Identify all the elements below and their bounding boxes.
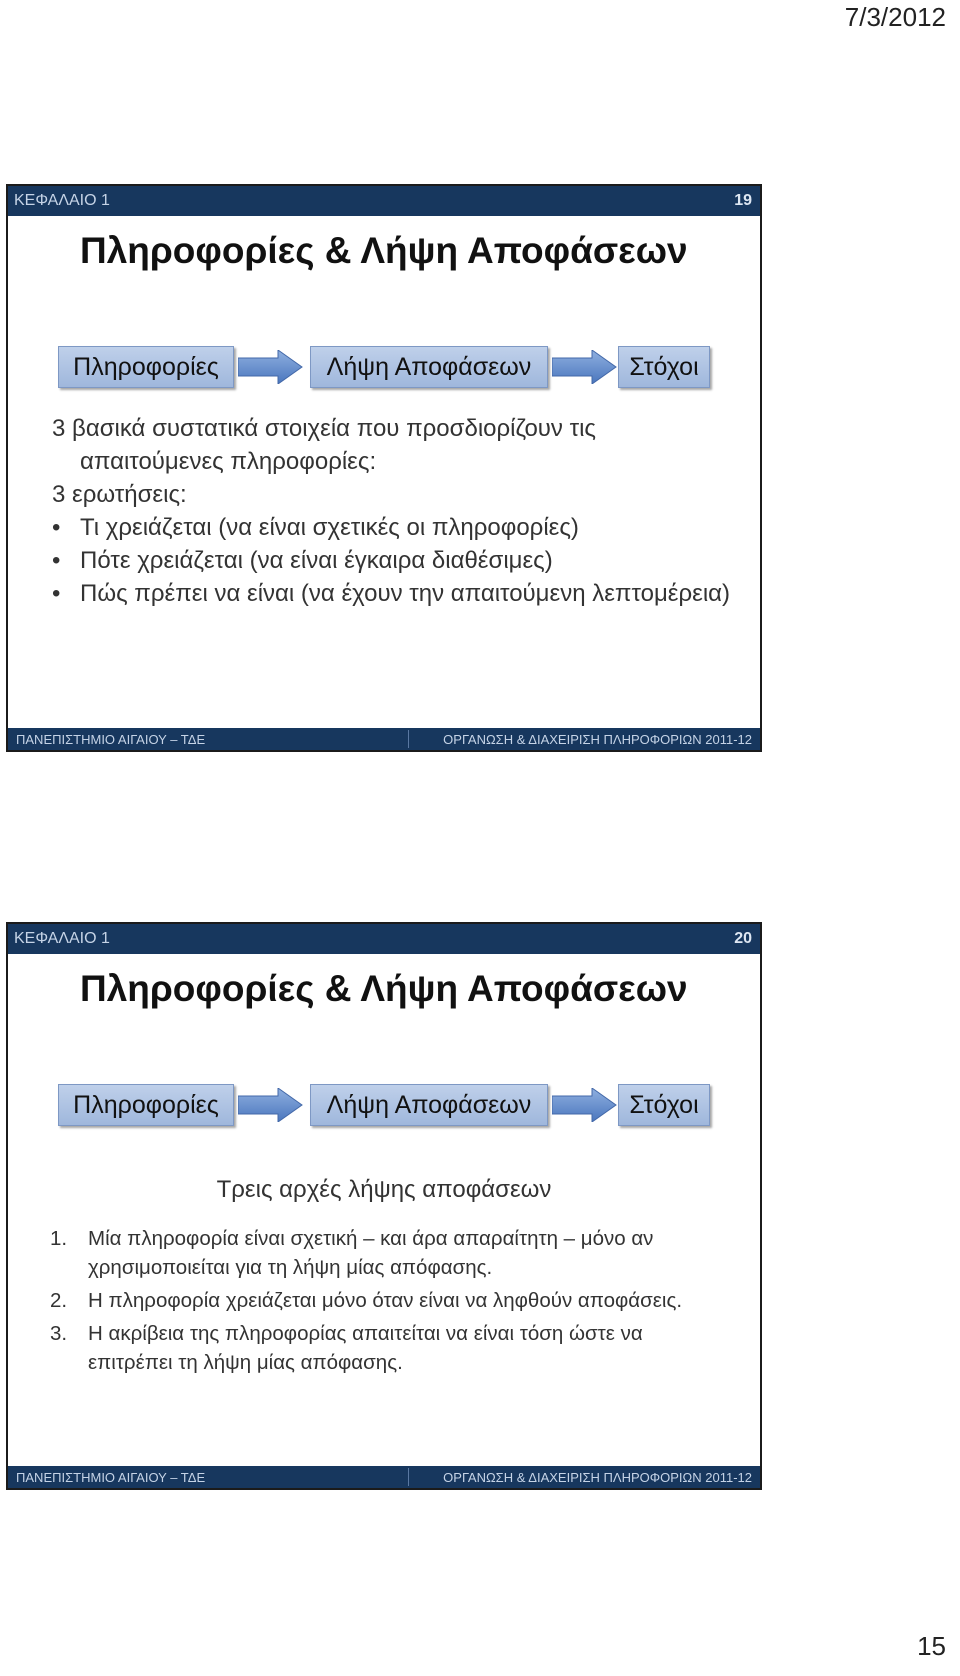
list-item: [50, 1286, 730, 1315]
footer-course: ΟΡΓΑΝΩΣΗ & ΔΙΑΧΕΙΡΙΣΗ ΠΛΗΡΟΦΟΡΙΩΝ 2011-12: [443, 732, 752, 747]
right-arrow-icon: [238, 350, 304, 384]
bullet-icon: •: [52, 580, 61, 607]
chapter-label: ΚΕΦΑΛΑΙΟ 1: [14, 192, 110, 209]
footer-course: ΟΡΓΑΝΩΣΗ & ΔΙΑΧΕΙΡΙΣΗ ΠΛΗΡΟΦΟΡΙΩΝ 2011-12: [443, 1470, 752, 1485]
list-item: • Πότε χρειάζεται (να είναι έγκαιρα διαθέσιμες): [52, 544, 732, 577]
slide-number: 19: [734, 192, 752, 209]
right-arrow-icon: [552, 350, 618, 384]
questions-label: 3 ερωτήσεις:: [52, 481, 187, 508]
slide-footer: [8, 1466, 760, 1488]
bullet-icon: •: [52, 514, 61, 541]
flow-box-goals: Στόχοι: [618, 346, 710, 388]
list-item: [50, 1319, 730, 1377]
numbered-list: [50, 1224, 730, 1381]
slide-subtitle: Τρεις αρχές λήψης αποφάσεων: [216, 1176, 552, 1203]
intro-text: 3 βασικά συστατικά στοιχεία που προσδιορίζουν τις απαιτούμενες πληροφορίες:: [52, 415, 596, 475]
slide-19: [6, 184, 762, 752]
footer-university: ΠΑΝΕΠΙΣΤΗΜΙΟ ΑΙΓΑΙΟΥ – ΤΔΕ: [16, 732, 206, 747]
flow-box-decisions: Λήψη Αποφάσεων: [310, 346, 548, 388]
right-arrow-icon: [238, 1088, 304, 1122]
bullet-icon: •: [52, 547, 61, 574]
slide-title: Πληροφορίες & Λήψη Αποφάσεων: [80, 968, 688, 1009]
slide-number: 20: [734, 930, 752, 947]
page-number: 15: [917, 1631, 946, 1661]
flow-box-information: Πληροφορίες: [58, 346, 234, 388]
item-number: 1.: [50, 1227, 68, 1250]
slide-header: [8, 924, 760, 954]
list-item: • Πώς πρέπει να είναι (να έχουν την απαιτούμενη λεπτομέρεια): [52, 577, 732, 610]
slide-header: [8, 186, 760, 216]
footer-divider: [408, 1468, 409, 1486]
slide-footer: [8, 728, 760, 750]
item-text: Η ακρίβεια της πληροφορίας απαιτείται να είναι τόση ώστε να επιτρέπει τη λήψη μίας απόφασης.: [88, 1322, 643, 1374]
bullet-list: [52, 511, 732, 610]
list-item: • Τι χρειάζεται (να είναι σχετικές οι πληροφορίες): [52, 511, 732, 544]
list-item: [50, 1224, 730, 1282]
footer-university: ΠΑΝΕΠΙΣΤΗΜΙΟ ΑΙΓΑΙΟΥ – ΤΔΕ: [16, 1470, 206, 1485]
item-number: 2.: [50, 1289, 68, 1312]
slide-body: [52, 412, 732, 610]
item-text: Μία πληροφορία είναι σχετική – και άρα απαραίτητη – μόνο αν χρησιμοποιείται για τη λήψη μίας απόφασης.: [88, 1227, 654, 1279]
page-date: 7/3/2012: [844, 2, 946, 32]
flow-diagram: [58, 1084, 718, 1128]
footer-divider: [408, 730, 409, 748]
flow-box-decisions: Λήψη Αποφάσεων: [310, 1084, 548, 1126]
slide-20: [6, 922, 762, 1490]
chapter-label: ΚΕΦΑΛΑΙΟ 1: [14, 930, 110, 947]
slide-title: Πληροφορίες & Λήψη Αποφάσεων: [80, 230, 688, 271]
flow-diagram: [58, 346, 718, 390]
right-arrow-icon: [552, 1088, 618, 1122]
item-text: Η πληροφορία χρειάζεται μόνο όταν είναι να ληφθούν αποφάσεις.: [88, 1289, 683, 1312]
flow-box-goals: Στόχοι: [618, 1084, 710, 1126]
flow-box-information: Πληροφορίες: [58, 1084, 234, 1126]
item-number: 3.: [50, 1322, 68, 1345]
